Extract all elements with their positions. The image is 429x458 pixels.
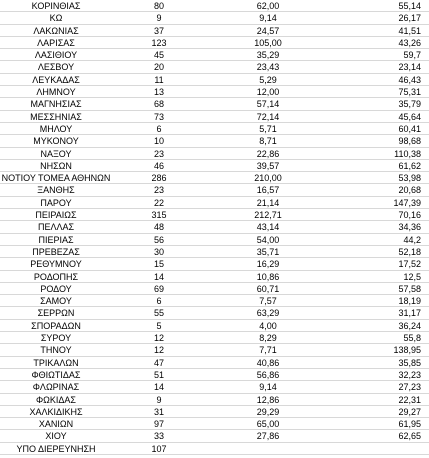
rate-cell: 39,57 (256, 160, 280, 171)
rate-cell: 4,00 (259, 320, 277, 331)
region-name-cell: ΤΗΝΟΥ (40, 345, 72, 356)
table-row (0, 394, 429, 406)
incidence-cell: 110,38 (394, 148, 421, 159)
incidence-cell: 52,18 (398, 246, 421, 257)
incidence-cell: 44,2 (403, 234, 421, 245)
cases-cell: 22 (153, 197, 164, 208)
rate-cell: 57,14 (256, 99, 280, 110)
table-row (0, 443, 429, 455)
incidence-cell: 60,41 (398, 123, 421, 134)
table-row (0, 160, 429, 172)
table-row (0, 344, 429, 356)
rate-cell: 10,86 (256, 271, 280, 282)
cases-cell: 12 (153, 345, 164, 356)
cases-cell: 6 (156, 123, 162, 134)
cases-cell: 45 (153, 50, 164, 61)
table-row (0, 172, 429, 184)
region-name-cell: ΜΕΣΣΗΝΙΑΣ (30, 111, 82, 122)
table-row (0, 197, 429, 209)
rate-cell: 16,29 (256, 259, 280, 270)
rate-cell: 27,86 (256, 431, 280, 442)
region-name-cell: ΝΟΤΙΟΥ ΤΟΜΕΑ ΑΘΗΝΩΝ (1, 173, 111, 184)
incidence-cell: 18,19 (398, 296, 421, 307)
table-row (0, 135, 429, 147)
rate-cell: 9,14 (259, 382, 277, 393)
incidence-cell: 12,5 (403, 271, 421, 282)
rate-cell: 22,86 (256, 148, 280, 159)
incidence-cell: 55,8 (403, 333, 421, 344)
cases-cell: 33 (153, 431, 164, 442)
region-name-cell: ΜΗΛΟΥ (39, 123, 73, 134)
incidence-cell: 35,79 (398, 99, 421, 110)
rate-cell: 29,29 (256, 406, 280, 417)
rate-cell: 12,86 (256, 394, 280, 405)
cases-cell: 51 (153, 369, 164, 380)
rate-cell: 12,00 (256, 87, 280, 98)
cases-cell: 15 (153, 259, 164, 270)
table-row (0, 111, 429, 123)
table-row (0, 295, 429, 307)
cases-cell: 80 (153, 1, 164, 11)
cases-cell: 14 (153, 382, 164, 393)
incidence-cell: 26,17 (398, 13, 421, 24)
rate-cell: 35,71 (256, 246, 280, 257)
region-name-cell: ΧΙΟΥ (45, 431, 67, 442)
region-name-cell: ΠΑΡΟΥ (40, 197, 72, 208)
rate-cell: 24,57 (256, 25, 280, 36)
region-name-cell: ΧΑΝΙΩΝ (38, 419, 74, 430)
incidence-cell: 138,95 (393, 345, 421, 356)
cases-cell: 47 (153, 357, 164, 368)
table-row (0, 74, 429, 86)
table-row (0, 49, 429, 61)
incidence-cell: 45,64 (398, 111, 421, 122)
incidence-cell: 98,68 (398, 136, 421, 147)
region-name-cell: ΡΕΘΥΜΝΟΥ (30, 259, 82, 270)
region-name-cell: ΝΗΣΩΝ (40, 160, 72, 171)
incidence-cell: 31,17 (398, 308, 421, 319)
incidence-cell: 147,39 (393, 197, 421, 208)
cases-cell: 31 (153, 406, 164, 417)
table-row (0, 234, 429, 246)
region-name-cell: ΡΟΔΟΥ (40, 283, 72, 294)
incidence-cell: 23,14 (398, 62, 421, 73)
cases-cell: 69 (153, 283, 164, 294)
incidence-cell: 35,85 (398, 357, 421, 368)
cases-cell: 6 (156, 296, 162, 307)
table-row (0, 369, 429, 381)
cases-cell: 55 (153, 308, 164, 319)
incidence-cell: 34,36 (398, 222, 421, 233)
region-name-cell: ΠΕΛΛΑΣ (37, 222, 75, 233)
incidence-cell: 22,31 (398, 394, 421, 405)
rate-cell: 40,86 (256, 357, 280, 368)
incidence-cell: 55,14 (398, 1, 421, 11)
cases-cell: 286 (151, 173, 167, 184)
rate-cell: 210,00 (254, 173, 282, 184)
incidence-cell: 41,51 (398, 25, 421, 36)
table-row (0, 61, 429, 73)
rate-cell (206, 443, 330, 454)
region-name-cell: ΞΑΝΘΗΣ (37, 185, 75, 196)
rate-cell: 35,29 (256, 50, 280, 61)
table-row (0, 221, 429, 233)
incidence-cell: 57,58 (398, 283, 421, 294)
region-name-cell: ΛΕΣΒΟΥ (37, 62, 75, 73)
rate-cell: 60,71 (256, 283, 280, 294)
rate-cell: 5,29 (259, 74, 277, 85)
cases-cell: 123 (151, 37, 167, 48)
rate-cell: 8,71 (259, 136, 277, 147)
cases-cell: 97 (153, 419, 164, 430)
incidence-cell: 27,23 (398, 382, 421, 393)
region-name-cell: ΛΑΚΩΝΙΑΣ (33, 25, 79, 36)
cases-cell: 23 (153, 185, 164, 196)
table-row (0, 98, 429, 110)
cases-cell: 107 (151, 443, 167, 454)
rate-cell: 65,00 (256, 419, 280, 430)
cases-cell: 30 (153, 246, 164, 257)
table-row (0, 184, 429, 196)
rate-cell: 63,29 (256, 308, 280, 319)
cases-cell: 73 (153, 111, 164, 122)
cases-cell: 5 (156, 320, 162, 331)
rate-cell: 7,57 (259, 296, 277, 307)
table-row (0, 12, 429, 24)
region-name-cell: ΣΠΟΡΑΔΩΝ (31, 320, 81, 331)
region-name-cell: ΛΑΡΙΣΑΣ (37, 37, 75, 48)
table-row (0, 418, 429, 430)
table-row (0, 430, 429, 442)
table-row (0, 307, 429, 319)
incidence-cell (330, 443, 429, 454)
table-row (0, 209, 429, 221)
table-row (0, 246, 429, 258)
rate-cell: 212,71 (254, 210, 282, 221)
incidence-cell: 20,68 (398, 185, 421, 196)
region-name-cell: ΦΘΙΩΤΙΔΑΣ (31, 369, 81, 380)
cases-cell: 13 (153, 87, 164, 98)
incidence-cell: 29,27 (398, 406, 421, 417)
cases-cell: 14 (153, 271, 164, 282)
table-row (0, 37, 429, 49)
rate-cell: 54,00 (256, 234, 280, 245)
incidence-cell: 59,7 (403, 50, 421, 61)
rate-cell: 9,14 (259, 13, 277, 24)
table-row (0, 148, 429, 160)
cases-cell: 12 (153, 333, 164, 344)
region-name-cell: ΛΕΥΚΑΔΑΣ (32, 74, 80, 85)
incidence-cell: 61,95 (398, 419, 421, 430)
region-name-cell: ΣΕΡΡΩΝ (37, 308, 75, 319)
table-row (0, 258, 429, 270)
cases-cell: 20 (153, 62, 164, 73)
region-name-cell: ΝΑΞΟΥ (40, 148, 72, 159)
incidence-cell: 62,65 (398, 431, 421, 442)
region-name-cell: ΧΑΛΚΙΔΙΚΗΣ (29, 406, 83, 417)
region-name-cell: ΦΩΚΙΔΑΣ (36, 394, 76, 405)
cases-cell: 48 (153, 222, 164, 233)
cases-cell: 9 (156, 394, 162, 405)
rate-cell: 56,86 (256, 369, 280, 380)
region-name-cell: ΦΛΩΡΙΝΑΣ (32, 382, 80, 393)
cases-cell: 10 (153, 136, 164, 147)
incidence-cell: 17,52 (398, 259, 421, 270)
table-row (0, 381, 429, 393)
rate-cell: 7,71 (259, 345, 277, 356)
region-name-cell: ΥΠΟ ΔΙΕΡΕΥΝΗΣΗ (16, 443, 96, 454)
cases-cell: 37 (153, 25, 164, 36)
region-name-cell: ΡΟΔΟΠΗΣ (33, 271, 79, 282)
cases-cell: 56 (153, 234, 164, 245)
cases-cell: 23 (153, 148, 164, 159)
table-row (0, 0, 429, 12)
incidence-cell: 53,98 (398, 173, 421, 184)
cases-cell: 46 (153, 160, 164, 171)
region-name-cell: ΣΥΡΟΥ (40, 333, 72, 344)
incidence-cell: 75,31 (398, 87, 421, 98)
region-name-cell: ΜΥΚΟΝΟΥ (33, 136, 79, 147)
incidence-cell: 32,23 (398, 369, 421, 380)
table-row (0, 406, 429, 418)
incidence-cell: 46,43 (398, 74, 421, 85)
cases-cell: 68 (153, 99, 164, 110)
table-row (0, 320, 429, 332)
rate-cell: 23,43 (256, 62, 280, 73)
rate-cell: 21,14 (256, 197, 280, 208)
region-name-cell: ΠΕΙΡΑΙΩΣ (35, 210, 77, 221)
incidence-cell: 70,16 (398, 210, 421, 221)
table-row (0, 86, 429, 98)
incidence-cell: 61,62 (398, 160, 421, 171)
cases-cell: 9 (156, 13, 162, 24)
region-name-cell: ΣΑΜΟΥ (40, 296, 72, 307)
cases-cell: 315 (151, 210, 167, 221)
table-row (0, 357, 429, 369)
region-name-cell: ΛΑΣΙΘΙΟΥ (34, 50, 78, 61)
table-row (0, 332, 429, 344)
region-name-cell: ΚΩ (49, 13, 63, 24)
incidence-cell: 43,26 (398, 37, 421, 48)
rate-cell: 8,29 (259, 333, 277, 344)
table-row (0, 123, 429, 135)
rate-cell: 62,00 (256, 1, 280, 11)
region-name-cell: ΛΗΜΝΟΥ (36, 87, 76, 98)
rate-cell: 16,57 (256, 185, 280, 196)
table-row (0, 25, 429, 37)
region-name-cell: ΠΡΕΒΕΖΑΣ (32, 246, 80, 257)
region-name-cell: ΚΟΡΙΝΘΙΑΣ (31, 1, 81, 11)
rate-cell: 5,71 (259, 123, 277, 134)
cases-cell: 11 (154, 74, 164, 85)
region-name-cell: ΤΡΙΚΑΛΩΝ (33, 357, 79, 368)
rate-cell: 43,14 (256, 222, 280, 233)
region-name-cell: ΜΑΓΝΗΣΙΑΣ (30, 99, 82, 110)
rate-cell: 105,00 (254, 37, 282, 48)
region-name-cell: ΠΙΕΡΙΑΣ (38, 234, 74, 245)
table-row (0, 271, 429, 283)
incidence-cell: 36,24 (398, 320, 421, 331)
rate-cell: 72,14 (256, 111, 280, 122)
table-row (0, 283, 429, 295)
